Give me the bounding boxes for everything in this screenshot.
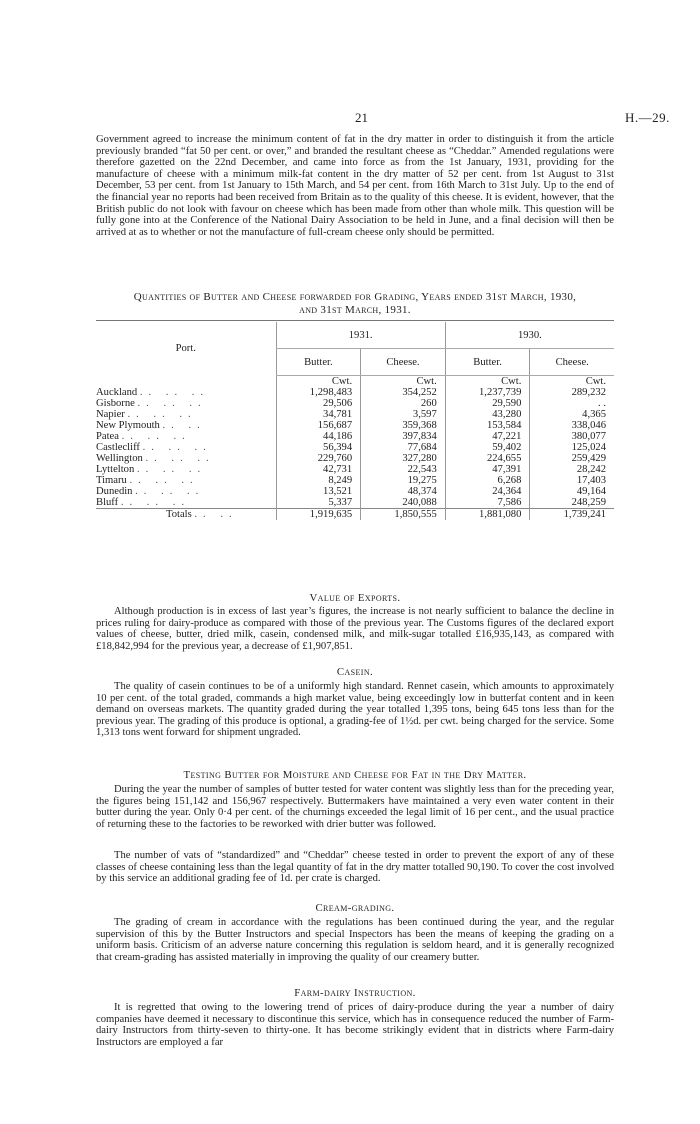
page-reference: H.—29.: [625, 110, 670, 125]
leader-dots: .. .. ..: [142, 442, 212, 453]
table-row: [96, 420, 614, 431]
testing-heading: Testing Butter for Moisture and Cheese for Fat in the Dry Matter.: [183, 769, 527, 781]
butter-1930-cell: 6,268: [445, 475, 530, 486]
butter-1931-cell: 229,760: [276, 453, 361, 464]
leader-dots: .. .. ..: [129, 475, 199, 486]
leader-dots: .. .. ..: [136, 464, 207, 475]
table-title: [96, 291, 614, 316]
testing-text-2: The number of vats of “standardized” and “Cheddar” cheese tested in order to prevent the export of any of these classes of cheese containing less than the legal quantity of fat in the dry matter totalled 90,190. To cover the cost involved by this service an additional grading fee of 1d. per crate is charged.: [96, 850, 614, 885]
farm-dairy-text: It is regretted that owing to the lowering trend of prices of dairy-produce during the year a number of dairy companies have deemed it necessary to discontinue this service, which has in consequence reduced the number of Farm-dairy Instructors from thirty-seven to thirty-one. It has become strikingly evident that in districts where Farm-dairy Instructors are employed a far: [96, 1002, 614, 1048]
cheese-1930-cell: 125,024: [530, 442, 614, 453]
table-row: [96, 387, 614, 398]
butter-1930-cell: 24,364: [445, 486, 530, 497]
table-body: [96, 387, 614, 509]
cheese-1930-cell: 4,365: [530, 409, 614, 420]
butter-1931-cell: 29,506: [276, 398, 361, 409]
port-name: Auckland: [96, 387, 138, 398]
cheese-1931-cell: 3,597: [361, 409, 446, 420]
table-title-line2: and 31st March, 1931.: [299, 303, 411, 316]
leader-dots: .. ..: [162, 420, 206, 431]
table-title-line1: Quantities of Butter and Cheese forwarded for Grading, Years ended 31st March, 1930,: [133, 291, 577, 303]
unit-label: Cwt.: [361, 376, 446, 388]
table-row: [96, 464, 614, 475]
leader-dots: .. .. ..: [121, 431, 191, 442]
cheese-1931-cell: 327,280: [361, 453, 446, 464]
cheese-1930-cell: 380,077: [530, 431, 614, 442]
cheese-1931-cell: 354,252: [361, 387, 446, 398]
butter-1930-cell: 59,402: [445, 442, 530, 453]
butter-1930-header: Butter.: [445, 349, 530, 376]
port-name: Wellington: [96, 453, 143, 464]
intro-paragraph: Government agreed to increase the minimum content of fat in the dry matter in order to distinguish it from the article previously branded “fat 50 per cent. or over,” and branded the resultant cheese as “Cheddar.” Amended regulations were therefore gazetted on the 22nd December, and came into force as from the 1st January, 1931, providing for the manufacture of cheese with a minimum milk-fat content in the dry matter of 52 per cent. from 1st August to 31st December, 53 per cent. from 1st January to 15th March, and 54 per cent. from 16th March to 31st July. Up to the end of the financial year no reports had been received from Britain as to the quality of this cheese. It is evident, however, that the British public do not look with favour on cheese which has been made from other than whole milk. This question will be fully gone into at the Conference of the National Dairy Association to be held in June, and a final decision will then be arrived at as to whether or not the manufacture of full-cream cheese only should be permitted.: [96, 134, 614, 238]
butter-1931-cell: 8,249: [276, 475, 361, 486]
port-name: Dunedin: [96, 486, 133, 497]
page-header: [0, 110, 700, 128]
butter-1931-cell: 42,731: [276, 464, 361, 475]
butter-1930-cell: 43,280: [445, 409, 530, 420]
cream-grading-text: The grading of cream in accordance with the regulations has been continued during the year, and the regular supervision of this by the Butter Instructors and special Inspectors has been the means of keeping the grading on a uniform basis. Criticism of an adverse nature concerning this regulation is seldom heard, and it is generally recognized that cream-grading has assisted materially in improving the quality of our creamery butter.: [96, 917, 614, 963]
cheese-1930-cell: 259,429: [530, 453, 614, 464]
port-name: Patea: [96, 431, 119, 442]
total-butter-1930: 1,881,080: [445, 509, 530, 520]
port-name: New Plymouth: [96, 420, 160, 431]
butter-1931-cell: 156,687: [276, 420, 361, 431]
cheese-1930-cell: 49,164: [530, 486, 614, 497]
totals-label: Totals: [166, 509, 192, 520]
farm-dairy-heading: Farm-dairy Instruction.: [294, 987, 416, 999]
unit-label: Cwt.: [445, 376, 530, 388]
butter-1931-header: Butter.: [276, 349, 361, 376]
port-name: Gisborne: [96, 398, 135, 409]
value-of-exports-text: Although production is in excess of last year’s figures, the increase is not nearly sufficient to balance the decline in prices ruling for dairy-produce as compared with those of the previous year. The Customs figures of the declared export values of cheese, butter, dried milk, casein, condensed milk, and milk-sugar totalled £16,935,143, as compared with £18,842,994 for the previous year, a decrease of £1,907,851.: [96, 606, 614, 652]
unit-label: Cwt.: [530, 376, 614, 388]
cheese-1931-cell: 48,374: [361, 486, 446, 497]
cheese-1931-cell: 359,368: [361, 420, 446, 431]
grading-quantities-table: [96, 320, 614, 520]
table-row: [96, 409, 614, 420]
table-row: [96, 398, 614, 409]
table-row: [96, 497, 614, 509]
cheese-1930-cell: . .: [530, 398, 614, 409]
total-cheese-1931: 1,850,555: [361, 509, 446, 520]
leader-dots: .. .. ..: [127, 409, 197, 420]
port-name: Lyttelton: [96, 464, 135, 475]
cheese-1930-cell: 338,046: [530, 420, 614, 431]
table-row: [96, 431, 614, 442]
butter-1931-cell: 5,337: [276, 497, 361, 509]
butter-1930-cell: 153,584: [445, 420, 530, 431]
leader-dots: .. .. ..: [120, 497, 191, 508]
table-row: [96, 442, 614, 453]
port-name: Bluff: [96, 497, 119, 508]
butter-1930-cell: 7,586: [445, 497, 530, 509]
cheese-1930-cell: 28,242: [530, 464, 614, 475]
testing-text-1: During the year the number of samples of butter tested for water content was slightly less than for the preceding year, the figures being 151,142 and 156,967 respectively. Buttermakers have maintained a very even water content in their butter during the year. Only 0·4 per cent. of the churnings exceeded the legal limit of 16 per cent., and the usual practice of returning these to the factories to be reworked with drier butter was followed.: [96, 784, 614, 830]
butter-1931-cell: 56,394: [276, 442, 361, 453]
cheese-1930-cell: 248,259: [530, 497, 614, 509]
port-column-header: Port.: [175, 343, 196, 355]
year-1931-header: 1931.: [276, 322, 445, 349]
butter-1931-cell: 34,781: [276, 409, 361, 420]
butter-1931-cell: 44,186: [276, 431, 361, 442]
leader-dots: .. .. ..: [137, 398, 207, 409]
table-row: [96, 453, 614, 464]
value-of-exports-heading: Value of Exports.: [309, 592, 401, 604]
butter-1930-cell: 47,391: [445, 464, 530, 475]
cheese-1930-cell: 17,403: [530, 475, 614, 486]
butter-1930-cell: 1,237,739: [445, 387, 530, 398]
port-name: Timaru: [96, 475, 127, 486]
year-1930-header: 1930.: [445, 322, 614, 349]
table-row: [96, 486, 614, 497]
cheese-1930-header: Cheese.: [530, 349, 614, 376]
cheese-1930-cell: 289,232: [530, 387, 614, 398]
port-name: Castlecliff: [96, 442, 140, 453]
butter-1931-cell: 1,298,483: [276, 387, 361, 398]
butter-1930-cell: 47,221: [445, 431, 530, 442]
leader-dots: .. .. ..: [135, 486, 205, 497]
casein-heading: Casein.: [336, 666, 374, 678]
leader-dots: .. .. ..: [145, 453, 215, 464]
total-cheese-1930: 1,739,241: [530, 509, 614, 520]
cheese-1931-cell: 77,684: [361, 442, 446, 453]
cheese-1931-cell: 22,543: [361, 464, 446, 475]
cheese-1931-cell: 260: [361, 398, 446, 409]
port-name: Napier: [96, 409, 125, 420]
cheese-1931-cell: 397,834: [361, 431, 446, 442]
leader-dots: .. ..: [194, 509, 238, 520]
cheese-1931-cell: 240,088: [361, 497, 446, 509]
casein-text: The quality of casein continues to be of a uniformly high standard. Rennet casein, which amounts to approximately 10 per cent. of the total graded, commands a high market value, being exceedingly low in butterfat content and in keen demand on overseas markets. The quantity graded during the year totalled 1,395 tons, being 645 tons less than for the previous year. The grading of this produce is optional, a grading-fee of 1½d. per cwt. being charged for the service. Some 1,313 tons went forward for shipment ungraded.: [96, 681, 614, 739]
butter-1931-cell: 13,521: [276, 486, 361, 497]
leader-dots: .. .. ..: [139, 387, 210, 398]
cheese-1931-header: Cheese.: [361, 349, 446, 376]
unit-label: Cwt.: [276, 376, 361, 388]
butter-1930-cell: 29,590: [445, 398, 530, 409]
page-number: 21: [355, 110, 368, 125]
totals-row: [96, 509, 614, 520]
cheese-1931-cell: 19,275: [361, 475, 446, 486]
butter-1930-cell: 224,655: [445, 453, 530, 464]
total-butter-1931: 1,919,635: [276, 509, 361, 520]
table-row: [96, 475, 614, 486]
cream-grading-heading: Cream-grading.: [315, 902, 395, 914]
